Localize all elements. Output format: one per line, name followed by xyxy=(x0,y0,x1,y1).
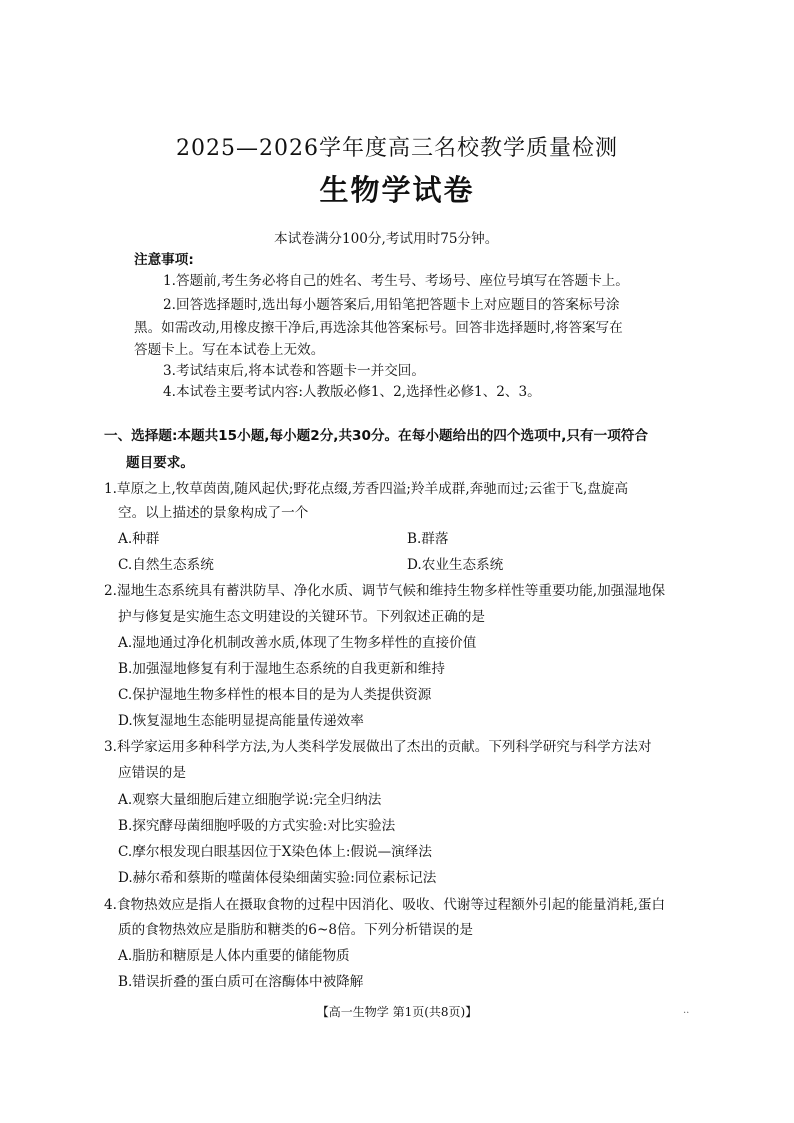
exam-info: 本试卷满分100分,考试用时75分钟。 xyxy=(274,231,499,247)
question-stem: 1.草原之上,牧草茵茵,随风起伏;野花点缀,芳香四溢;羚羊成群,奔驰而过;云雀于飞,盘旋高 xyxy=(104,481,629,497)
option: A.种群 xyxy=(118,531,160,547)
note-line: 答题卡上。写在本试卷上无效。 xyxy=(134,342,325,358)
question-stem: 质的食物热效应是脂肪和糖类的6~8倍。下列分析错误的是 xyxy=(118,922,473,938)
question-stem: 3.科学家运用多种科学方法,为人类科学发展做出了杰出的贡献。下列科学研究与科学方法对 xyxy=(104,739,652,755)
option: A.湿地通过净化机制改善水质,体现了生物多样性的直接价值 xyxy=(118,635,477,651)
option: B.加强湿地修复有利于湿地生态系统的自我更新和维持 xyxy=(118,661,445,677)
option: C.保护湿地生物多样性的根本目的是为人类提供资源 xyxy=(118,687,432,703)
subject-title: 生物学试卷 xyxy=(319,173,475,207)
option: D.赫尔希和蔡斯的噬菌体侵染细菌实验:同位素标记法 xyxy=(118,870,437,886)
option: D.恢复湿地生态能明显提高能量传递效率 xyxy=(118,713,364,729)
option: A.观察大量细胞后建立细胞学说:完全归纳法 xyxy=(118,792,382,808)
option: D.农业生态系统 xyxy=(407,557,504,573)
question-stem: 2.湿地生态系统具有蓄洪防旱、净化水质、调节气候和维持生物多样性等重要功能,加强湿地保 xyxy=(104,583,666,599)
note-line: 黑。如需改动,用橡皮擦干净后,再选涂其他答案标号。回答非选择题时,将答案写在 xyxy=(134,320,623,336)
note-line: 3.考试结束后,将本试卷和答题卡一并交回。 xyxy=(163,363,425,379)
notes-heading: 注意事项: xyxy=(134,252,194,268)
note-line: 2.回答选择题时,选出每小题答案后,用铅笔把答题卡上对应题目的答案标号涂 xyxy=(163,297,620,313)
option: C.摩尔根发现白眼基因位于X染色体上:假说—演绎法 xyxy=(118,844,432,860)
exam-title: 2025—2026学年度高三名校教学质量检测 xyxy=(176,136,618,161)
question-stem: 应错误的是 xyxy=(118,765,186,781)
option: B.错误折叠的蛋白质可在溶酶体中被降解 xyxy=(118,974,364,990)
option: A.脂肪和糖原是人体内重要的储能物质 xyxy=(118,948,350,964)
question-stem: 4.食物热效应是指人在摄取食物的过程中因消化、吸收、代谢等过程额外引起的能量消耗,蛋白 xyxy=(104,897,666,913)
note-line: 1.答题前,考生务必将自己的姓名、考生号、考场号、座位号填写在答题卡上。 xyxy=(163,273,629,289)
section-heading: 一、选择题:本题共15小题,每小题2分,共30分。在每小题给出的四个选项中,只有一项符合 xyxy=(104,428,648,444)
question-stem: 护与修复是实施生态文明建设的关键环节。下列叙述正确的是 xyxy=(118,609,486,625)
option: C.自然生态系统 xyxy=(118,557,214,573)
question-stem: 空。以上描述的景象构成了一个 xyxy=(118,505,309,521)
corner-mark: .. xyxy=(683,1005,690,1016)
section-heading: 题目要求。 xyxy=(126,455,194,471)
note-line: 4.本试卷主要考试内容:人教版必修1、2,选择性必修1、2、3。 xyxy=(163,384,541,400)
option: B.群落 xyxy=(407,531,449,547)
page-footer: 【高一生物学 第1页(共8页)】 xyxy=(316,1005,478,1019)
option: B.探究酵母菌细胞呼吸的方式实验:对比实验法 xyxy=(118,818,396,834)
